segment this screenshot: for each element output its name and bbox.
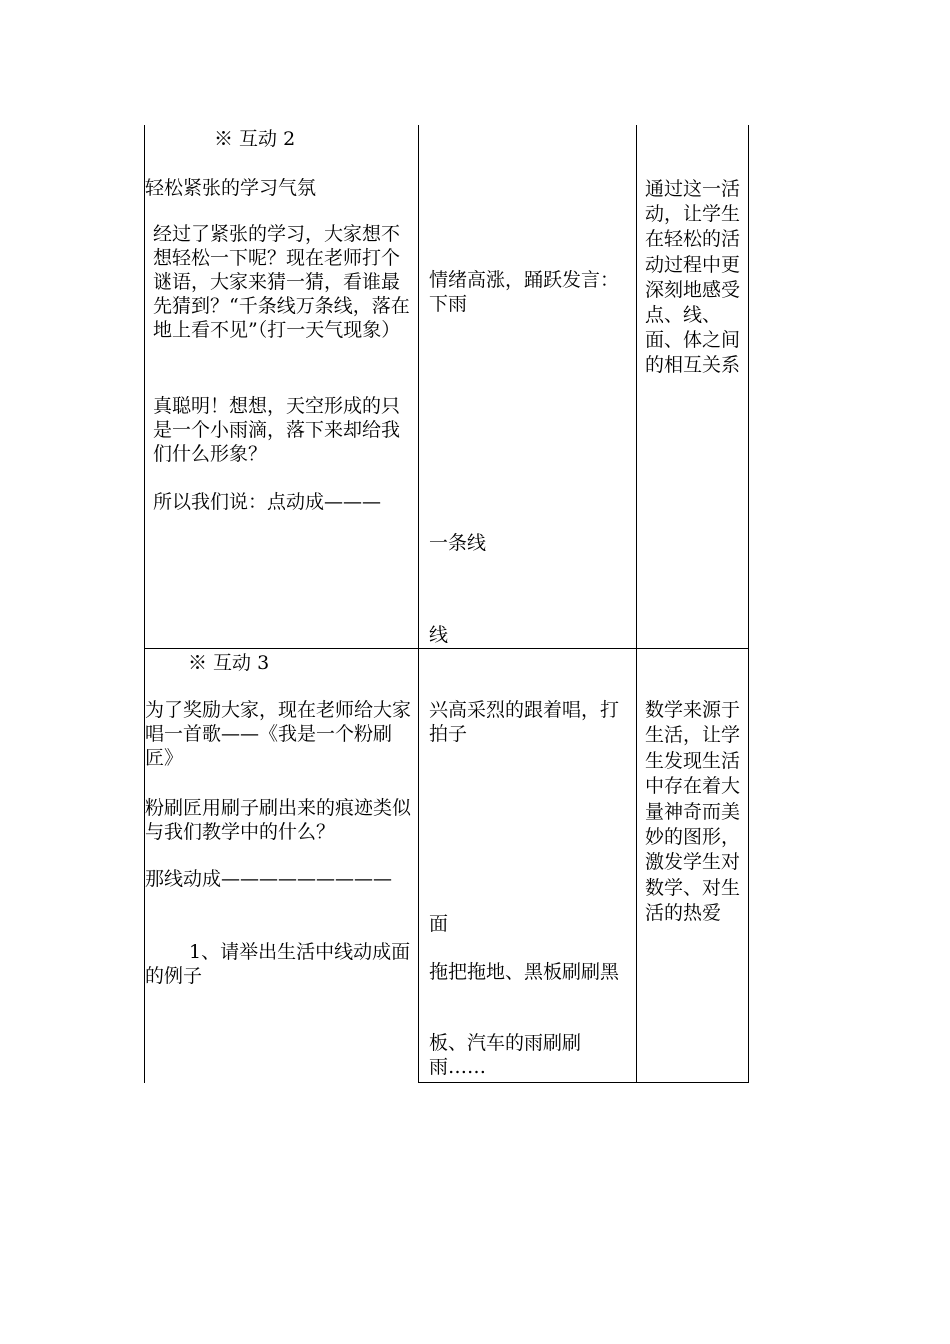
row1-col1-para-1: 轻松紧张的学习气氛 xyxy=(145,177,317,199)
row2-col2-para-1: 兴高采烈的跟着唱，打拍子 xyxy=(429,699,620,745)
row1-col1-para-3: 真聪明！想想，天空形成的只是一个小雨滴，落下来却给我们什么形象？ xyxy=(153,395,401,465)
row2-col1-para-4: 1、请举出生活中线动成面的例子 xyxy=(145,941,411,987)
table-right-border xyxy=(748,125,749,1083)
row2-col2-para-4: 板、汽车的雨刷刷雨…… xyxy=(429,1032,582,1078)
row1-col2-para-2: 一条线 xyxy=(429,532,487,554)
row1-col3-note: 通过这一活动，让学生在轻松的活动过程中更深刻地感受点、线、面、体之间的相互关系 xyxy=(645,178,741,377)
row1-col2-para-1: 情绪高涨，踊跃发言：下雨 xyxy=(429,269,620,315)
row-divider xyxy=(144,648,749,649)
column-divider-1 xyxy=(418,125,419,1083)
activity-heading-3: ※ 互动 3 xyxy=(188,652,270,674)
row2-col1-para-2: 粉刷匠用刷子刷出来的痕迹类似与我们教学中的什么？ xyxy=(145,797,412,843)
activity-heading-2: ※ 互动 2 xyxy=(214,128,296,150)
table-bottom-border xyxy=(418,1082,749,1083)
row1-col2-para-3: 线 xyxy=(429,624,449,646)
row1-col1-para-2: 经过了紧张的学习，大家想不想轻松一下呢？现在老师打个谜语，大家来猜一猜，看谁最先猜到？“千条线万条线，落在地上看不见”（打一天气现象） xyxy=(153,223,410,341)
row2-col3-note: 数学来源于生活，让学生发现生活中存在着大量神奇而美妙的图形，激发学生对数学、对生活的热爱 xyxy=(645,699,741,925)
column-divider-2 xyxy=(636,125,637,1083)
row2-col1-para-1: 为了奖励大家，现在老师给大家唱一首歌——《我是一个粉刷匠》 xyxy=(145,699,412,769)
row2-col2-para-2: 面 xyxy=(429,913,449,935)
row2-col1-para-3: 那线动成————————— xyxy=(145,868,393,890)
row2-col2-para-3: 拖把拖地、黑板刷刷黑 xyxy=(429,961,620,983)
row1-col1-para-4: 所以我们说：点动成——— xyxy=(153,491,382,513)
